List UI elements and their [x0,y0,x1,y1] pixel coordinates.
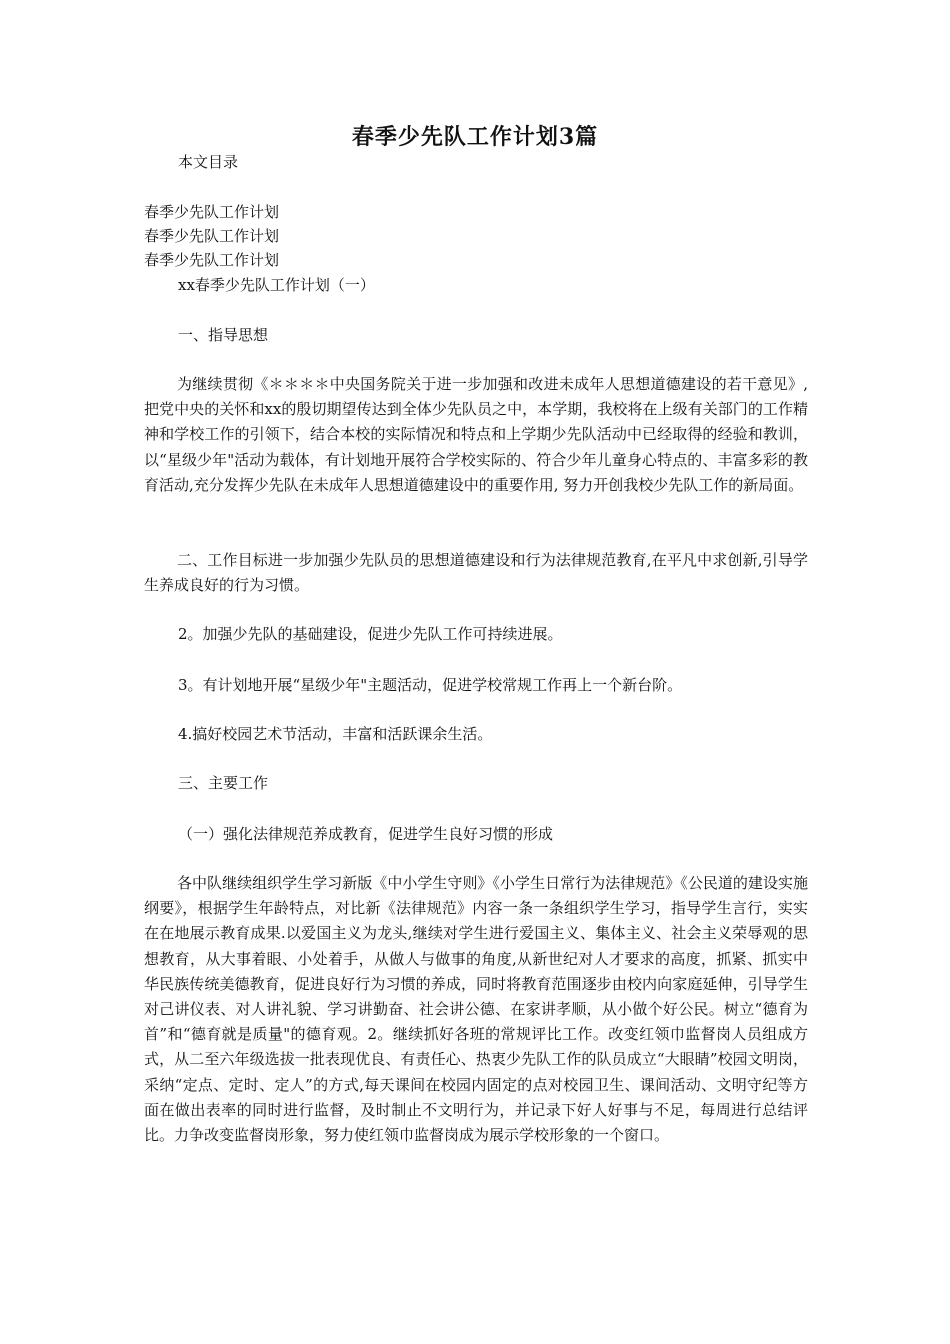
subheading-habits: （一）强化法律规范养成教育，促进学生良好习惯的形成 [178,825,554,843]
toc-heading: 本文目录 [178,153,239,171]
goal-item-4: 4.搞好校园艺术节活动，丰富和活跃课余生活。 [178,725,493,743]
paragraph-work-goals: 二、工作目标进一步加强少先队员的思想道德建设和行为法律规范教育,在平凡中求创新,引导学生养成良好的行为习惯。 [144,551,808,595]
paragraph-guiding-thought: 为继续贯彻《＊＊＊＊中央国务院关于进一步加强和改进未成年人思想道德建设的若干意见》,把党中央的关怀和xx的殷切期望传达到全体少先队员之中，本学期，我校将在上级有关部门的工作精神和学校工作的引领下，结合本校的实际情况和特点和上学期少先队活动中已经取得的经验和教训，以“星级少年"活动为载体，有计划地开展符合学校实际的、符合少年儿童身心特点的、丰富多彩的教育活动,充分发挥少先队在未成年人思想道德建设中的重要作用, 努力开创我校少先队工作的新局面。 [144,375,808,494]
toc-item-2[interactable]: 春季少先队工作计划 [144,227,280,245]
document-title: 春季少先队工作计划3篇 [351,124,599,150]
heading-main-work: 三、主要工作 [178,774,269,792]
toc-item-1[interactable]: 春季少先队工作计划 [144,203,280,221]
goal-item-3: 3。有计划地开展“星级少年"主题活动，促进学校常规工作再上一个新台阶。 [178,676,683,694]
paragraph-main-work: 各中队继续组织学生学习新版《中小学生守则》《小学生日常行为法律规范》《公民道的建设实施纲要》，根据学生年龄特点，对比新《法律规范》内容一条一条组织学生学习，指导学生言行，实实在在地展示教育成果.以爱国主义为龙头,继续对学生进行爱国主义、集体主义、社会主义荣辱观的思想教育，从大事着眼、小处着手，从做人与做事的角度,从新世纪对人才要求的高度，抓紧、抓实中华民族传统美德教育，促进良好行为习惯的养成，同时将教育范围逐步由校内向家庭延伸，引导学生对己讲仪表、对人讲礼貌、学习讲勤奋、社会讲公德、在家讲孝顺，从小做个好公民。树立“德育为首”和“德育就是质量"的德育观。2。继续抓好各班的常规评比工作。改变红领巾监督岗人员组成方式，从二至六年级选拔一批表现优良、有责任心、热衷少先队工作的队员成立“大眼睛”校园文明岗，采纳“定点、定时、定人”的方式,每天课间在校园内固定的点对校园卫生、课间活动、文明守纪等方面在做出表率的同时进行监督，及时制止不文明行为，并记录下好人好事与不足，每周进行总结评比。力争改变监督岗形象，努力使红领巾监督岗成为展示学校形象的一个窗口。 [144,874,808,1145]
section-heading: xx春季少先队工作计划（一） [178,276,375,294]
toc-item-3[interactable]: 春季少先队工作计划 [144,251,280,269]
goal-item-2: 2。加强少先队的基础建设，促进少先队工作可持续进展。 [178,625,563,643]
heading-guiding-thought: 一、指导思想 [178,326,269,344]
